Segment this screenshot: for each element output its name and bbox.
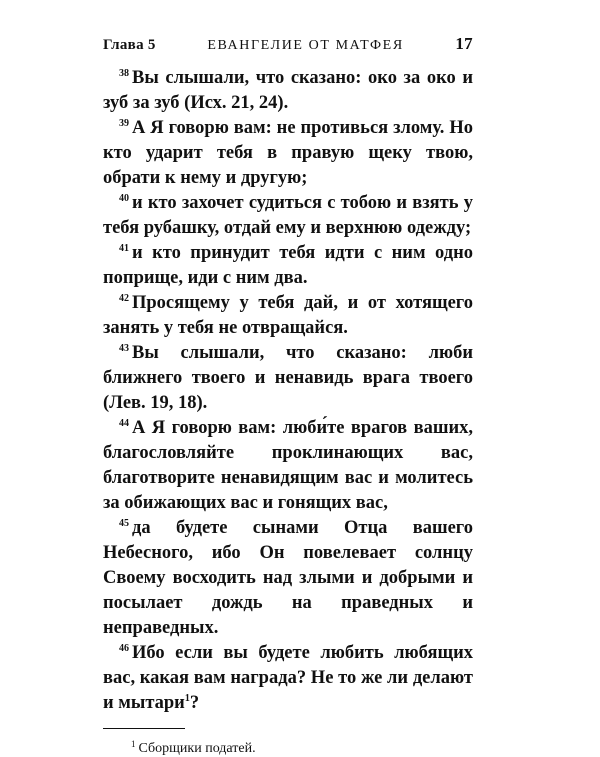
verse-number: 39 <box>119 118 129 129</box>
book-title: ЕВАНГЕЛИЕ ОТ МАТФЕЯ <box>207 38 404 53</box>
verse <box>103 116 473 191</box>
verse-text-end: ? <box>189 693 200 713</box>
footnote-reference: 1 <box>184 693 190 704</box>
footnote-text: Сборщики податей. <box>138 741 256 756</box>
verse-number: 42 <box>119 293 129 304</box>
verse-text: Вы слышали, что сказано: око за око и зуб за зуб (Исх. 21, 24). <box>103 68 473 113</box>
verse <box>103 341 473 416</box>
verse <box>103 416 473 516</box>
scripture-text <box>103 66 473 716</box>
verse-text: да будете сынами Отца вашего Небесного, ибо Он повелевает солнцу Своему восходить над злыми и добрыми и посылает дождь на праведных и неправедных. <box>103 518 473 638</box>
verse-number: 43 <box>119 343 129 354</box>
verse-text: и кто захочет судиться с тобою и взять у тебя рубашку, отдай ему и верхнюю одежду; <box>103 193 473 238</box>
verse <box>103 241 473 291</box>
verse-text: Ибо если вы будете любить любящих вас, какая вам награда? Не то же ли делают и мытари <box>103 643 473 713</box>
verse-number: 41 <box>119 243 129 254</box>
verse-text: А Я говорю вам: люби́те врагов ваших, благословляйте проклинающих вас, благотворите ненавидящим вас и молитесь за обижающих вас и гонящих вас, <box>103 418 473 513</box>
verse-number: 46 <box>119 643 129 654</box>
footnote-divider <box>103 728 185 729</box>
verse <box>103 66 473 116</box>
page-number: 17 <box>455 34 473 53</box>
verse-number: 38 <box>119 68 129 79</box>
verse <box>103 291 473 341</box>
verse-number: 45 <box>119 518 129 529</box>
verse <box>103 641 473 716</box>
verse <box>103 191 473 241</box>
page <box>103 34 473 757</box>
verse-number: 40 <box>119 193 129 204</box>
running-header <box>103 34 473 58</box>
chapter-label: Глава 5 <box>103 37 156 53</box>
footnote <box>103 741 473 757</box>
verse-text: А Я говорю вам: не противься злому. Но кто ударит тебя в правую щеку твою, обрати к нему и другую; <box>103 118 473 188</box>
verse-text: Вы слышали, что сказано: люби ближнего твоего и ненавидь врага твоего (Лев. 19, 18). <box>103 343 473 413</box>
verse-number: 44 <box>119 418 129 429</box>
verse-text: и кто принудит тебя идти с ним одно поприще, иди с ним два. <box>103 243 473 288</box>
verse-text: Просящему у тебя дай, и от хотящего занять у тебя не отвращайся. <box>103 293 473 338</box>
verse <box>103 516 473 641</box>
footnote-mark: 1 <box>131 739 136 749</box>
